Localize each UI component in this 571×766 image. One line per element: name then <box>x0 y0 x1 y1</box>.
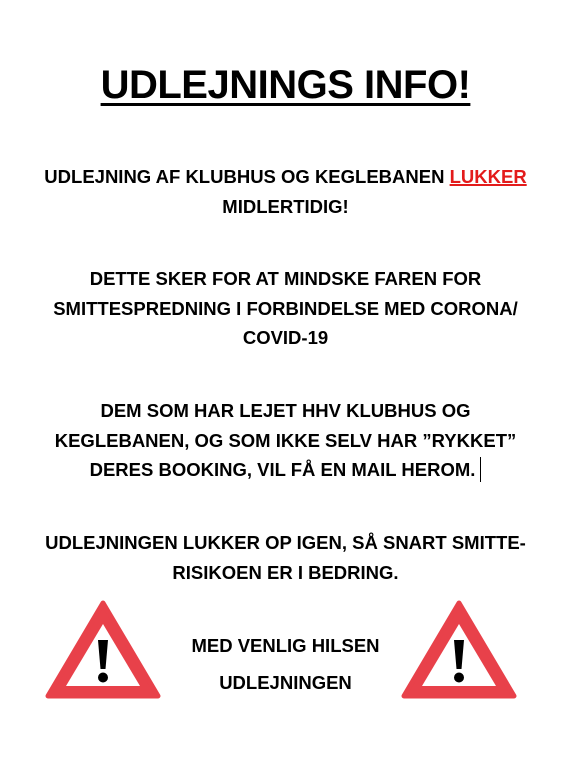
booking-line-2: KEGLEBANEN, OG SOM IKKE SELV HAR ”RYKKET” <box>54 429 517 451</box>
page-title: UDLEJNINGS INFO! <box>100 63 471 107</box>
reopen-paragraph <box>20 528 551 587</box>
reason-line-1: DETTE SKER FOR AT MINDSKE FAREN FOR <box>89 268 482 289</box>
signoff-greeting: MED VENLIG HILSEN <box>191 635 380 656</box>
closure-paragraph <box>20 162 551 221</box>
closure-line-2: MIDLERTIDIG! <box>222 195 349 217</box>
closed-highlight: LUKKER <box>449 166 527 187</box>
reopen-line-1: UDLEJNINGEN LUKKER OP IGEN, SÅ SNART SMITTE- <box>45 532 526 553</box>
closure-text: UDLEJNING AF KLUBHUS OG KEGLEBANEN <box>44 166 450 187</box>
reopen-line-2: RISIKOEN ER I BEDRING. <box>172 561 399 583</box>
booking-line-3 <box>20 455 551 485</box>
reason-line-3: COVID-19 <box>242 327 329 348</box>
signoff-signature: UDLEJNINGEN <box>219 672 352 693</box>
text-cursor <box>480 457 481 482</box>
booking-line-3-text: DERES BOOKING, VIL FÅ EN MAIL HEROM. <box>89 459 476 480</box>
booking-paragraph <box>20 396 551 485</box>
booking-line-1: DEM SOM HAR LEJET HHV KLUBHUS OG <box>100 400 471 421</box>
closure-line-1 <box>20 162 551 192</box>
warning-triangle-icon <box>45 600 161 700</box>
reason-line-2: SMITTESPREDNING I FORBINDELSE MED CORONA/ <box>53 297 518 319</box>
warning-triangle-icon <box>401 600 517 700</box>
reason-paragraph <box>20 264 551 353</box>
